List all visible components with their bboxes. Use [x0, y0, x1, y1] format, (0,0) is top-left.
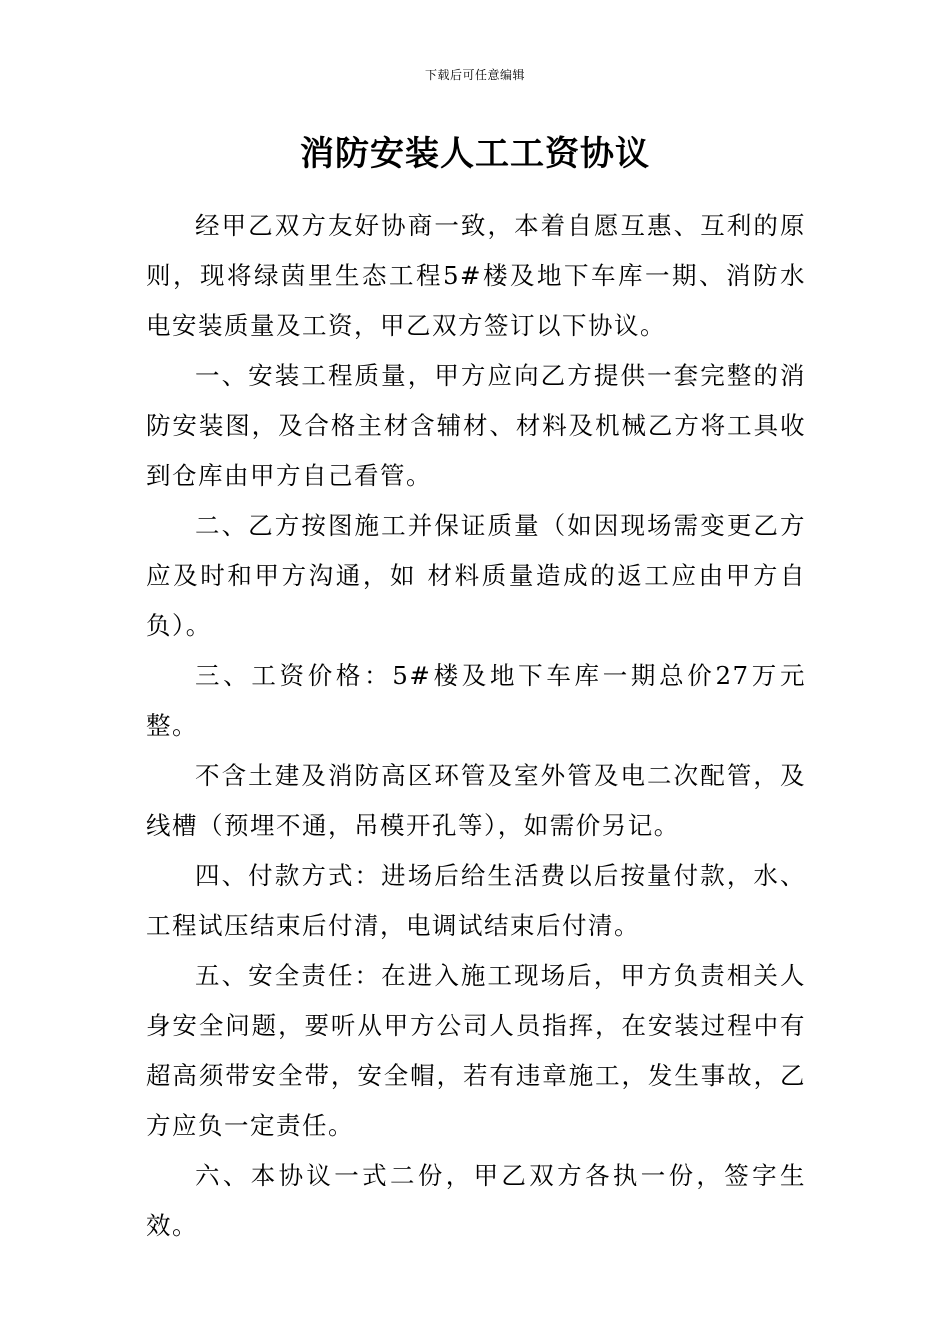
paragraph-clause-1-quality: 一、安装工程质量，甲方应向乙方提供一套完整的消防安装图，及合格主材含辅材、材料及机械乙方将工具收到仓库由甲方自己看管。: [146, 361, 806, 490]
paragraph-clause-6-copies: 六、本协议一式二份，甲乙双方各执一份，签字生效。: [146, 1161, 806, 1240]
paragraph-clause-2-construction: 二、乙方按图施工并保证质量（如因现场需变更乙方应及时和甲方沟通，如 材料质量造成的返工应由甲方自负）。: [146, 511, 806, 640]
document-body: [146, 201, 806, 1251]
header-note: 下载后可任意编辑: [424, 68, 525, 82]
paragraph-exclusions: 不含土建及消防高区环管及室外管及电二次配管，及线槽（预埋不通，吊模开孔等），如需价另记。: [146, 761, 806, 840]
paragraph-clause-3-price: 三、工资价格：5#楼及地下车库一期总价27万元整。: [146, 661, 806, 740]
paragraph-intro: 经甲乙双方友好协商一致，本着自愿互惠、互利的原则，现将绿茵里生态工程5#楼及地下车库一期、消防水电安装质量及工资，甲乙双方签订以下协议。: [146, 211, 806, 340]
document-title: 消防安装人工工资协议: [300, 134, 650, 174]
paragraph-clause-5-safety: 五、安全责任：在进入施工现场后，甲方负责相关人身安全问题，要听从甲方公司人员指挥，在安装过程中有超高须带安全带，安全帽，若有违章施工，发生事故，乙方应负一定责任。: [146, 961, 806, 1140]
paragraph-clause-4-payment: 四、付款方式：进场后给生活费以后按量付款，水、工程试压结束后付清，电调试结束后付清。: [146, 861, 806, 940]
